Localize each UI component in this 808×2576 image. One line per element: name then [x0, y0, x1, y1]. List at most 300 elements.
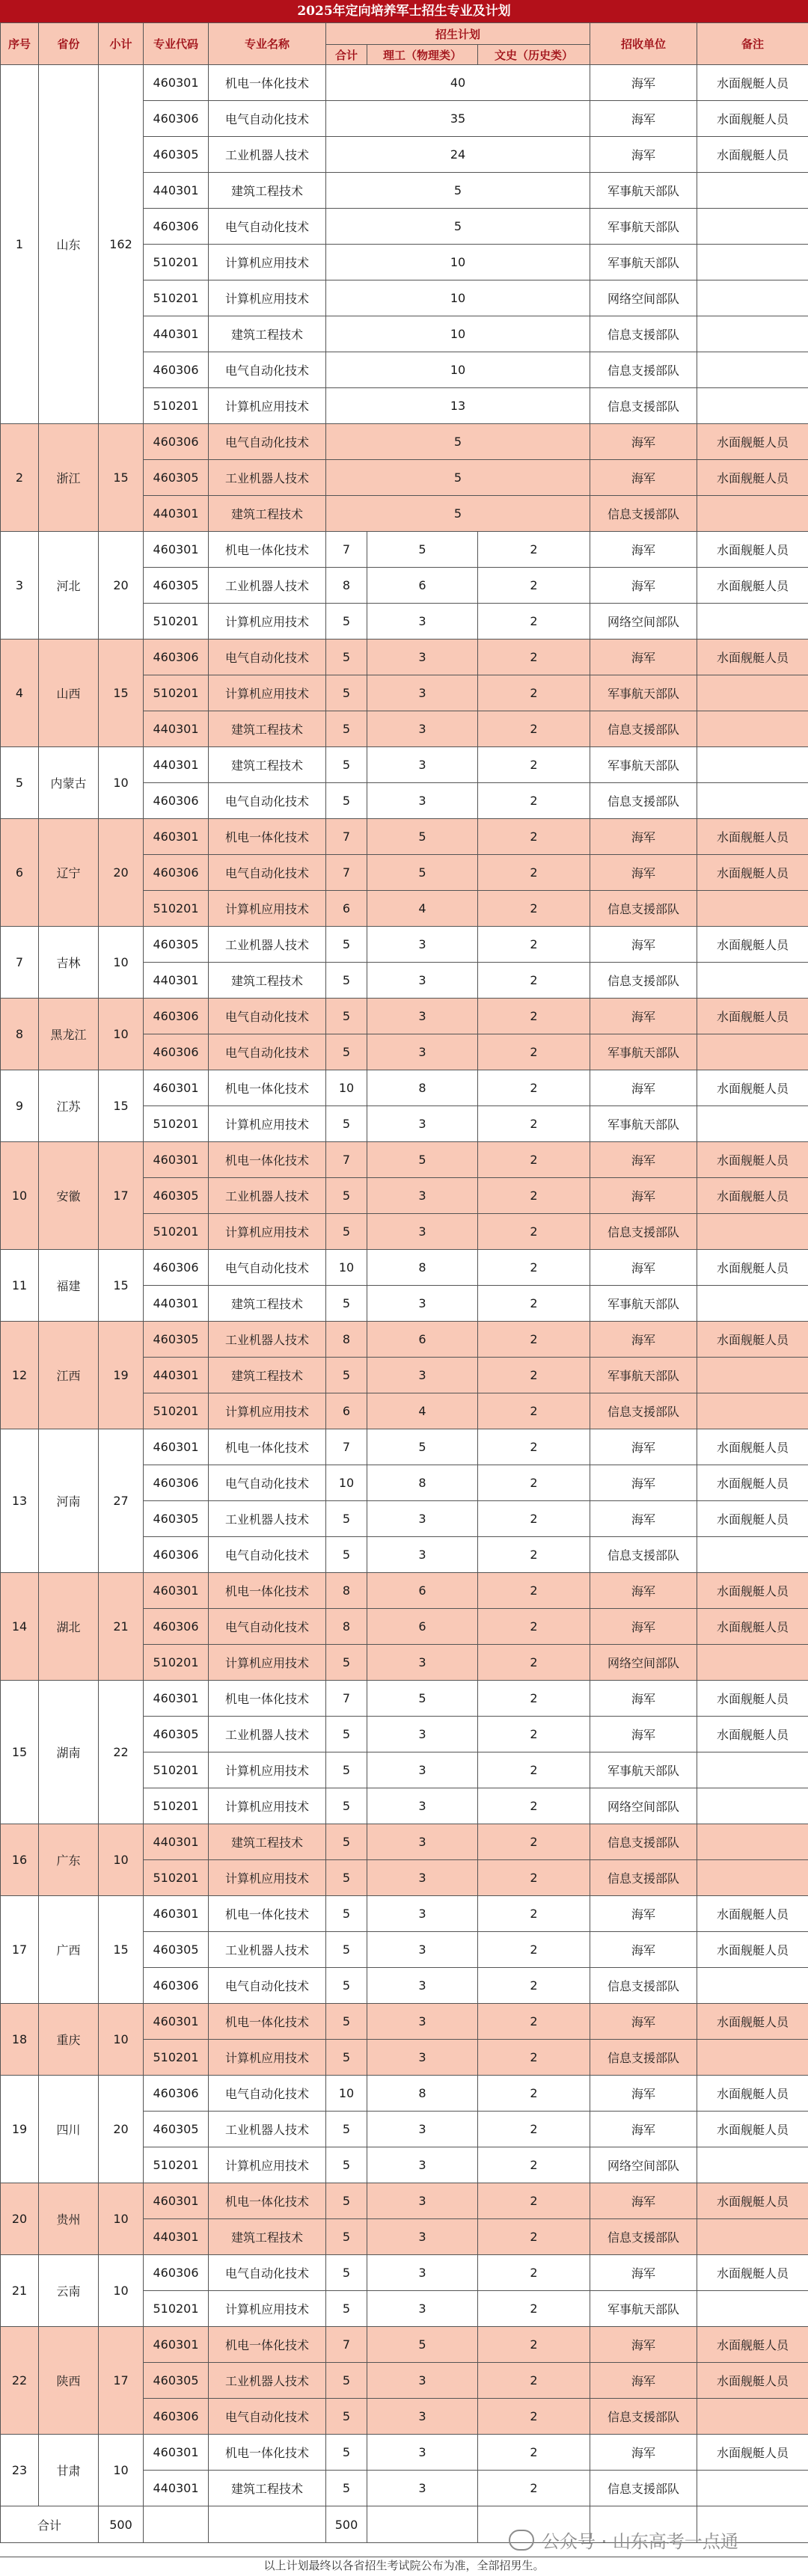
header-major: 专业名称 [209, 23, 326, 65]
cell-major: 电气自动化技术 [209, 640, 326, 675]
cell-subtotal: 162 [99, 65, 144, 424]
cell-seq: 23 [1, 2435, 39, 2506]
cell-major: 电气自动化技术 [209, 2076, 326, 2112]
footer-note: 以上计划最终以各省招生考试院公布为准，全部招男生。 [0, 2557, 808, 2576]
cell-sci: 3 [367, 1178, 478, 1214]
cell-remark [697, 1788, 808, 1824]
cell-major: 计算机应用技术 [209, 1106, 326, 1142]
cell-unit: 信息支援部队 [590, 891, 697, 927]
cell-remark [697, 2040, 808, 2076]
cell-subtotal: 10 [99, 2435, 144, 2506]
cell-sci: 3 [367, 1932, 478, 1968]
cell-unit: 军事航天部队 [590, 1752, 697, 1788]
cell-arts: 2 [478, 2471, 590, 2506]
cell-code: 460305 [144, 1501, 209, 1537]
cell-unit: 海军 [590, 1178, 697, 1214]
cell-unit: 海军 [590, 2327, 697, 2363]
cell-code: 440301 [144, 963, 209, 999]
cell-unit: 信息支援部队 [590, 2040, 697, 2076]
cell-code: 460306 [144, 783, 209, 819]
cell-total: 5 [326, 1752, 367, 1788]
cell-remark [697, 675, 808, 711]
cell-remark: 水面舰艇人员 [697, 1896, 808, 1932]
cell-remark: 水面舰艇人员 [697, 999, 808, 1034]
watermark [509, 2527, 738, 2553]
table-row [1, 2076, 808, 2112]
cell-unit: 网络空间部队 [590, 1788, 697, 1824]
cell-total: 5 [326, 1537, 367, 1573]
cell-remark [697, 1106, 808, 1142]
cell-code: 460306 [144, 2076, 209, 2112]
cell-arts: 2 [478, 2147, 590, 2183]
cell-code: 460301 [144, 1681, 209, 1717]
cell-total: 5 [326, 1968, 367, 2004]
cell-remark [697, 1393, 808, 1429]
cell-arts: 2 [478, 783, 590, 819]
cell-code: 460301 [144, 1142, 209, 1178]
grand-total-total: 500 [326, 2506, 367, 2543]
header-plan: 招生计划 [326, 23, 590, 45]
cell-sci: 3 [367, 1752, 478, 1788]
cell-arts: 2 [478, 2112, 590, 2147]
cell-major: 机电一体化技术 [209, 2183, 326, 2219]
cell-subtotal: 10 [99, 2183, 144, 2255]
cell-seq: 9 [1, 1070, 39, 1142]
cell-total: 5 [326, 1932, 367, 1968]
cell-arts: 2 [478, 1250, 590, 1286]
cell-total: 7 [326, 2327, 367, 2363]
cell-arts: 2 [478, 1752, 590, 1788]
cell-arts: 2 [478, 1178, 590, 1214]
cell-unit: 海军 [590, 2363, 697, 2399]
cell-subtotal: 27 [99, 1429, 144, 1573]
table-row [1, 1070, 808, 1106]
cell-total: 5 [326, 783, 367, 819]
cell-unit: 海军 [590, 2435, 697, 2471]
cell-total: 5 [326, 927, 367, 963]
cell-total: 8 [326, 1609, 367, 1645]
cell-sci: 5 [367, 1429, 478, 1465]
cell-unit: 海军 [590, 532, 697, 568]
cell-total: 10 [326, 1250, 367, 1286]
cell-sci: 3 [367, 2147, 478, 2183]
cell-total: 5 [326, 2435, 367, 2471]
cell-major: 电气自动化技术 [209, 1465, 326, 1501]
cell-major: 电气自动化技术 [209, 424, 326, 460]
cell-province: 浙江 [39, 424, 99, 532]
table-row [1, 1896, 808, 1932]
cell-seq: 13 [1, 1429, 39, 1573]
cell-code: 460306 [144, 1034, 209, 1070]
header-seq: 序号 [1, 23, 39, 65]
cell-code: 460301 [144, 1896, 209, 1932]
cell-major: 机电一体化技术 [209, 1896, 326, 1932]
cell-plan-merged: 24 [326, 137, 590, 173]
cell-major: 建筑工程技术 [209, 1358, 326, 1393]
cell-code: 460301 [144, 2004, 209, 2040]
cell-total: 5 [326, 1214, 367, 1250]
cell-remark: 水面舰艇人员 [697, 1573, 808, 1609]
cell-sci: 3 [367, 2399, 478, 2435]
cell-major: 机电一体化技术 [209, 1429, 326, 1465]
cell-total: 5 [326, 1788, 367, 1824]
cell-major: 工业机器人技术 [209, 1932, 326, 1968]
cell-major: 机电一体化技术 [209, 532, 326, 568]
cell-subtotal: 15 [99, 1896, 144, 2004]
cell-unit: 网络空间部队 [590, 1645, 697, 1681]
cell-code: 510201 [144, 1645, 209, 1681]
cell-unit: 海军 [590, 1322, 697, 1358]
cell-unit: 海军 [590, 424, 697, 460]
cell-major: 建筑工程技术 [209, 1824, 326, 1860]
cell-major: 工业机器人技术 [209, 2363, 326, 2399]
cell-plan-merged: 13 [326, 388, 590, 424]
cell-subtotal: 17 [99, 1142, 144, 1250]
cell-remark [697, 1824, 808, 1860]
cell-unit: 网络空间部队 [590, 604, 697, 640]
cell-major: 工业机器人技术 [209, 1178, 326, 1214]
cell-remark [697, 1358, 808, 1393]
cell-remark [697, 2291, 808, 2327]
cell-unit: 海军 [590, 137, 697, 173]
table-row [1, 2255, 808, 2291]
cell-arts: 2 [478, 711, 590, 747]
cell-unit: 海军 [590, 1465, 697, 1501]
cell-remark: 水面舰艇人员 [697, 424, 808, 460]
cell-plan-merged: 5 [326, 173, 590, 209]
cell-remark: 水面舰艇人员 [697, 532, 808, 568]
cell-code: 510201 [144, 280, 209, 316]
cell-remark [697, 280, 808, 316]
cell-remark: 水面舰艇人员 [697, 137, 808, 173]
cell-code: 460301 [144, 1429, 209, 1465]
cell-code: 460305 [144, 2363, 209, 2399]
cell-seq: 16 [1, 1824, 39, 1896]
cell-arts: 2 [478, 1537, 590, 1573]
cell-code: 460301 [144, 1070, 209, 1106]
cell-sci: 3 [367, 1645, 478, 1681]
cell-total: 5 [326, 999, 367, 1034]
cell-province: 广东 [39, 1824, 99, 1896]
cell-unit: 海军 [590, 1896, 697, 1932]
cell-subtotal: 10 [99, 999, 144, 1070]
table-body [1, 65, 808, 2543]
cell-arts: 2 [478, 999, 590, 1034]
cell-seq: 15 [1, 1681, 39, 1824]
cell-unit: 军事航天部队 [590, 173, 697, 209]
cell-total: 5 [326, 2363, 367, 2399]
table-row [1, 2004, 808, 2040]
cell-remark: 水面舰艇人员 [697, 855, 808, 891]
cell-remark [697, 496, 808, 532]
cell-arts: 2 [478, 1609, 590, 1645]
cell-code: 510201 [144, 1106, 209, 1142]
cell-unit: 军事航天部队 [590, 1286, 697, 1322]
cell-sci: 4 [367, 1393, 478, 1429]
header-province: 省份 [39, 23, 99, 65]
cell-arts: 2 [478, 819, 590, 855]
cell-total: 7 [326, 1429, 367, 1465]
table-row [1, 1250, 808, 1286]
cell-subtotal: 15 [99, 640, 144, 747]
cell-total: 7 [326, 819, 367, 855]
cell-unit: 海军 [590, 568, 697, 604]
cell-total: 5 [326, 2471, 367, 2506]
cell-arts: 2 [478, 2040, 590, 2076]
cell-code: 460306 [144, 855, 209, 891]
grand-total-blank [144, 2506, 209, 2543]
cell-code: 510201 [144, 1393, 209, 1429]
cell-remark [697, 963, 808, 999]
cell-province: 湖北 [39, 1573, 99, 1681]
cell-major: 电气自动化技术 [209, 2399, 326, 2435]
cell-major: 计算机应用技术 [209, 604, 326, 640]
cell-total: 5 [326, 2291, 367, 2327]
cell-major: 建筑工程技术 [209, 2471, 326, 2506]
header-remark: 备注 [697, 23, 808, 65]
cell-arts: 2 [478, 568, 590, 604]
cell-unit: 军事航天部队 [590, 675, 697, 711]
table-row [1, 1824, 808, 1860]
cell-code: 510201 [144, 2147, 209, 2183]
cell-province: 云南 [39, 2255, 99, 2327]
cell-sci: 3 [367, 747, 478, 783]
cell-subtotal: 10 [99, 927, 144, 999]
table-row [1, 1322, 808, 1358]
cell-total: 7 [326, 532, 367, 568]
cell-remark: 水面舰艇人员 [697, 2004, 808, 2040]
cell-major: 工业机器人技术 [209, 1322, 326, 1358]
cell-remark [697, 388, 808, 424]
cell-plan-merged: 5 [326, 496, 590, 532]
cell-sci: 3 [367, 963, 478, 999]
cell-sci: 3 [367, 1968, 478, 2004]
cell-unit: 信息支援部队 [590, 388, 697, 424]
cell-major: 计算机应用技术 [209, 1214, 326, 1250]
cell-arts: 2 [478, 747, 590, 783]
cell-sci: 3 [367, 999, 478, 1034]
enrollment-plan-table [0, 22, 808, 2543]
cell-seq: 2 [1, 424, 39, 532]
cell-arts: 2 [478, 1896, 590, 1932]
header-arts: 文史（历史类） [478, 45, 590, 65]
cell-seq: 6 [1, 819, 39, 927]
cell-arts: 2 [478, 1429, 590, 1465]
cell-arts: 2 [478, 2004, 590, 2040]
cell-major: 计算机应用技术 [209, 675, 326, 711]
cell-arts: 2 [478, 1573, 590, 1609]
cell-unit: 海军 [590, 1070, 697, 1106]
cell-province: 重庆 [39, 2004, 99, 2076]
table-row [1, 1681, 808, 1717]
cell-sci: 3 [367, 1286, 478, 1322]
cell-total: 5 [326, 1896, 367, 1932]
cell-major: 计算机应用技术 [209, 2291, 326, 2327]
cell-remark: 水面舰艇人员 [697, 1932, 808, 1968]
cell-sci: 3 [367, 2004, 478, 2040]
cell-remark: 水面舰艇人员 [697, 2363, 808, 2399]
cell-unit: 网络空间部队 [590, 280, 697, 316]
cell-code: 440301 [144, 711, 209, 747]
cell-remark [697, 747, 808, 783]
cell-remark: 水面舰艇人员 [697, 568, 808, 604]
cell-subtotal: 10 [99, 2255, 144, 2327]
cell-total: 7 [326, 1681, 367, 1717]
cell-code: 460306 [144, 1968, 209, 2004]
cell-remark [697, 245, 808, 280]
cell-unit: 信息支援部队 [590, 711, 697, 747]
cell-remark [697, 1034, 808, 1070]
cell-total: 5 [326, 1824, 367, 1860]
cell-province: 贵州 [39, 2183, 99, 2255]
cell-subtotal: 20 [99, 532, 144, 640]
cell-seq: 8 [1, 999, 39, 1070]
cell-code: 510201 [144, 1752, 209, 1788]
cell-remark [697, 891, 808, 927]
cell-remark: 水面舰艇人员 [697, 2327, 808, 2363]
cell-code: 460306 [144, 1465, 209, 1501]
grand-total-subtotal: 500 [99, 2506, 144, 2543]
cell-sci: 3 [367, 2112, 478, 2147]
cell-code: 460306 [144, 1537, 209, 1573]
table-row [1, 999, 808, 1034]
cell-total: 5 [326, 1034, 367, 1070]
cell-unit: 信息支援部队 [590, 316, 697, 352]
cell-arts: 2 [478, 640, 590, 675]
cell-major: 电气自动化技术 [209, 1609, 326, 1645]
cell-total: 5 [326, 675, 367, 711]
cell-major: 机电一体化技术 [209, 2004, 326, 2040]
cell-unit: 军事航天部队 [590, 2291, 697, 2327]
cell-subtotal: 15 [99, 1070, 144, 1142]
cell-plan-merged: 10 [326, 280, 590, 316]
cell-major: 计算机应用技术 [209, 1788, 326, 1824]
cell-remark [697, 2147, 808, 2183]
cell-code: 440301 [144, 1824, 209, 1860]
cell-code: 440301 [144, 173, 209, 209]
cell-arts: 2 [478, 1860, 590, 1896]
cell-sci: 3 [367, 2219, 478, 2255]
cell-major: 建筑工程技术 [209, 1286, 326, 1322]
cell-total: 6 [326, 1393, 367, 1429]
cell-arts: 2 [478, 1106, 590, 1142]
table-row [1, 1142, 808, 1178]
cell-remark: 水面舰艇人员 [697, 1717, 808, 1752]
watermark-text: 公众号 · 山东高考一点通 [542, 2527, 738, 2553]
cell-total: 5 [326, 1106, 367, 1142]
header-subtotal: 小计 [99, 23, 144, 65]
cell-major: 机电一体化技术 [209, 819, 326, 855]
cell-unit: 海军 [590, 460, 697, 496]
cell-total: 5 [326, 1645, 367, 1681]
cell-sci: 3 [367, 1717, 478, 1752]
cell-remark [697, 1968, 808, 2004]
cell-sci: 6 [367, 1609, 478, 1645]
cell-total: 8 [326, 1573, 367, 1609]
cell-total: 8 [326, 568, 367, 604]
cell-sci: 3 [367, 1824, 478, 1860]
cell-arts: 2 [478, 963, 590, 999]
cell-remark: 水面舰艇人员 [697, 819, 808, 855]
cell-code: 460306 [144, 101, 209, 137]
cell-seq: 3 [1, 532, 39, 640]
cell-sci: 3 [367, 2435, 478, 2471]
cell-remark [697, 711, 808, 747]
cell-total: 5 [326, 747, 367, 783]
cell-total: 5 [326, 711, 367, 747]
table-row [1, 424, 808, 460]
cell-code: 460301 [144, 2435, 209, 2471]
cell-total: 10 [326, 1070, 367, 1106]
cell-unit: 信息支援部队 [590, 2219, 697, 2255]
cell-sci: 3 [367, 1860, 478, 1896]
cell-code: 460305 [144, 1932, 209, 1968]
cell-remark [697, 316, 808, 352]
cell-plan-merged: 10 [326, 316, 590, 352]
cell-total: 5 [326, 963, 367, 999]
cell-sci: 4 [367, 891, 478, 927]
cell-unit: 信息支援部队 [590, 963, 697, 999]
cell-code: 440301 [144, 1286, 209, 1322]
grand-total-label: 合计 [1, 2506, 99, 2543]
cell-remark: 水面舰艇人员 [697, 2435, 808, 2471]
cell-major: 机电一体化技术 [209, 1681, 326, 1717]
cell-arts: 2 [478, 2076, 590, 2112]
cell-total: 8 [326, 1322, 367, 1358]
cell-sci: 3 [367, 2291, 478, 2327]
table-title: 2025年定向培养军士招生专业及计划 [0, 0, 808, 22]
cell-plan-merged: 10 [326, 245, 590, 280]
cell-seq: 22 [1, 2327, 39, 2435]
cell-arts: 2 [478, 1070, 590, 1106]
cell-remark: 水面舰艇人员 [697, 927, 808, 963]
cell-unit: 海军 [590, 2112, 697, 2147]
cell-code: 460305 [144, 1322, 209, 1358]
cell-total: 6 [326, 891, 367, 927]
cell-remark [697, 352, 808, 388]
cell-major: 机电一体化技术 [209, 2327, 326, 2363]
cell-major: 机电一体化技术 [209, 1142, 326, 1178]
cell-unit: 海军 [590, 855, 697, 891]
cell-code: 510201 [144, 1860, 209, 1896]
cell-unit: 海军 [590, 2255, 697, 2291]
cell-unit: 海军 [590, 2004, 697, 2040]
cell-arts: 2 [478, 1824, 590, 1860]
cell-unit: 海军 [590, 819, 697, 855]
cell-province: 山东 [39, 65, 99, 424]
table-row [1, 2327, 808, 2363]
cell-remark [697, 604, 808, 640]
cell-code: 510201 [144, 604, 209, 640]
cell-seq: 21 [1, 2255, 39, 2327]
cell-unit: 海军 [590, 1501, 697, 1537]
cell-unit: 信息支援部队 [590, 496, 697, 532]
cell-total: 5 [326, 2399, 367, 2435]
table-row [1, 2435, 808, 2471]
header-total: 合计 [326, 45, 367, 65]
cell-unit: 海军 [590, 640, 697, 675]
cell-remark: 水面舰艇人员 [697, 1322, 808, 1358]
cell-remark [697, 2219, 808, 2255]
cell-remark [697, 209, 808, 245]
cell-province: 辽宁 [39, 819, 99, 927]
cell-code: 460301 [144, 532, 209, 568]
cell-unit: 海军 [590, 2076, 697, 2112]
cell-major: 电气自动化技术 [209, 1250, 326, 1286]
cell-subtotal: 20 [99, 2076, 144, 2183]
cell-arts: 2 [478, 2183, 590, 2219]
cell-arts: 2 [478, 532, 590, 568]
